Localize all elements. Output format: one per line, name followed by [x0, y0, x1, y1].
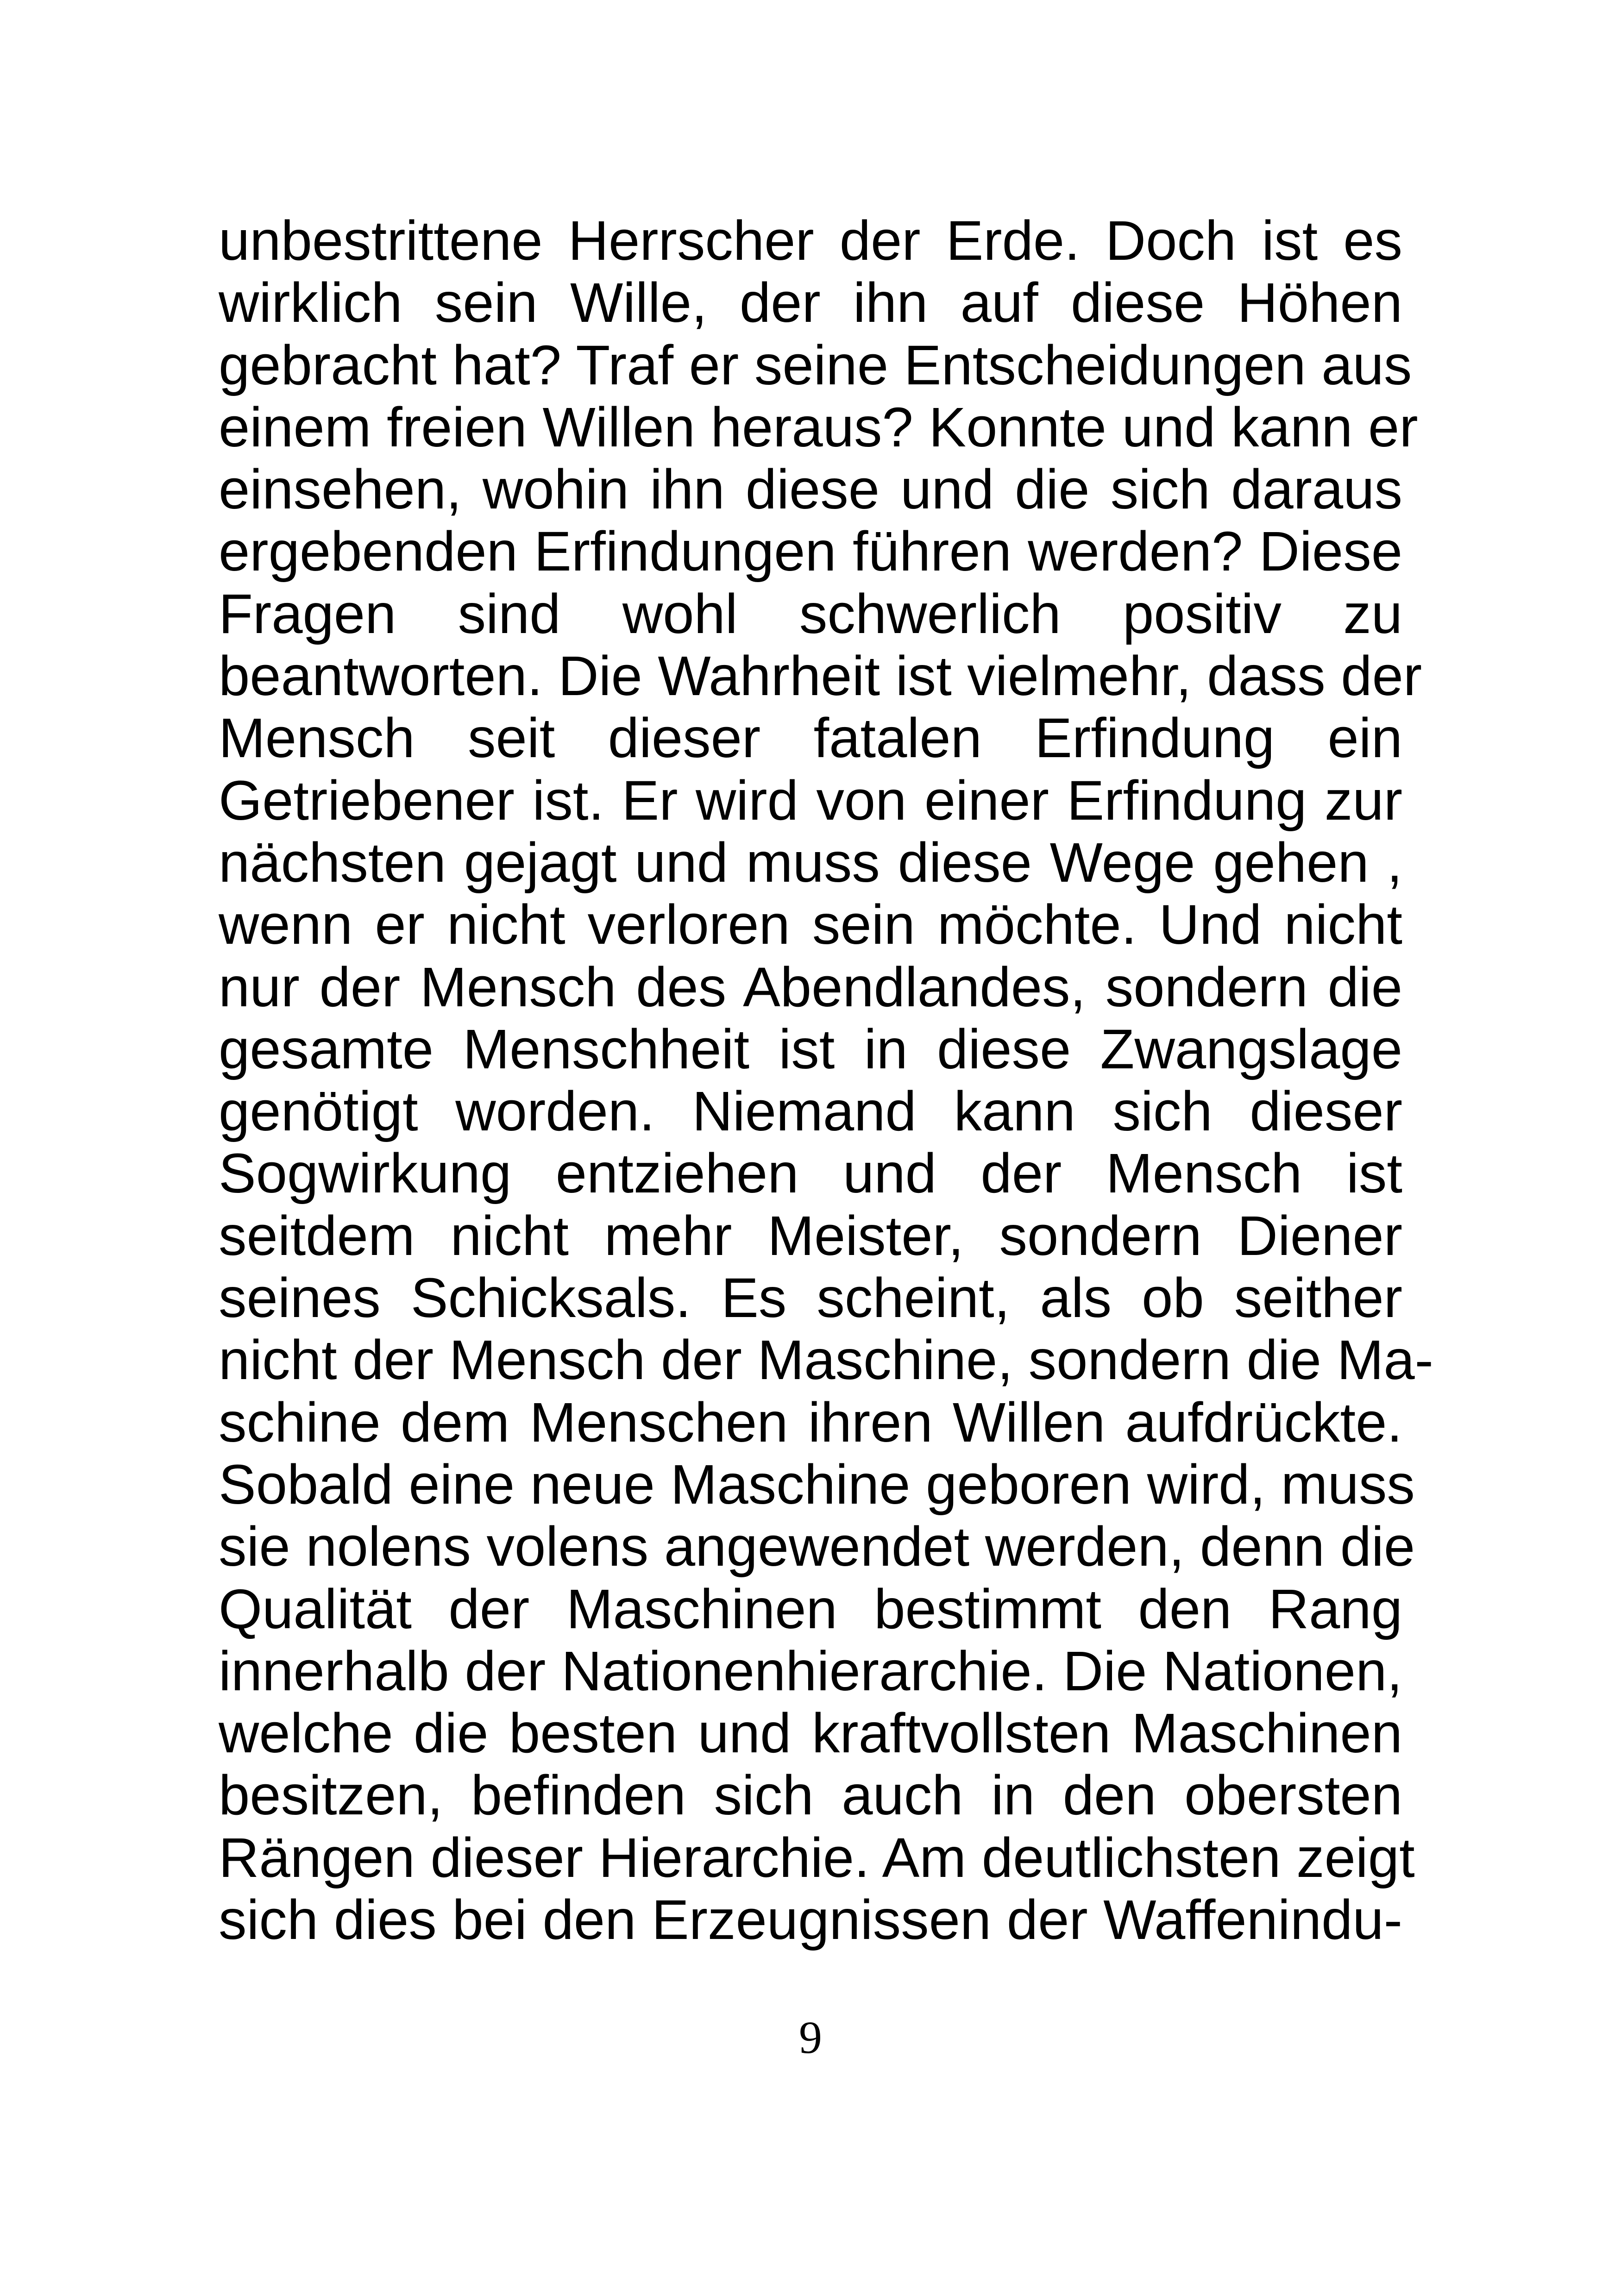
page-number: 9: [799, 2012, 822, 2063]
text-line: wirklich sein Wille, der ihn auf diese Höhen: [219, 271, 1402, 334]
text-line: wenn er nicht verloren sein möchte. Und nicht: [219, 893, 1402, 956]
text-line: besitzen, befinden sich auch in den obersten: [219, 1763, 1402, 1827]
text-line: Rängen dieser Hierarchie. Am deutlichsten zeigt: [219, 1826, 1415, 1889]
text-line: Qualität der Maschinen bestimmt den Rang: [219, 1577, 1402, 1640]
text-line: unbestrittene Herrscher der Erde. Doch ist es: [219, 209, 1402, 272]
text-line: Mensch seit dieser fatalen Erfindung ein: [219, 706, 1402, 770]
text-line: gesamte Menschheit ist in diese Zwangslage: [219, 1017, 1402, 1080]
text-line: Getriebener ist. Er wird von einer Erfindung zur: [219, 768, 1402, 832]
text-line: schine dem Menschen ihren Willen aufdrückte.: [219, 1390, 1402, 1454]
text-line: welche die besten und kraftvollsten Maschinen: [219, 1701, 1402, 1765]
text-line: seitdem nicht mehr Meister, sondern Diener: [219, 1204, 1402, 1267]
text-line: genötigt worden. Niemand kann sich dieser: [219, 1079, 1402, 1143]
text-line: nur der Mensch des Abendlandes, sondern die: [219, 955, 1402, 1018]
body-text: [219, 209, 1433, 1951]
text-line: einem freien Willen heraus? Konnte und kann er: [219, 395, 1418, 458]
text-line: Sobald eine neue Maschine geboren wird, muss: [219, 1452, 1415, 1516]
text-line: nächsten gejagt und muss diese Wege gehen ,: [219, 830, 1402, 894]
text-line: sich dies bei den Erzeugnissen der Waffenindu-: [219, 1888, 1402, 1951]
text-line: sie nolens volens angewendet werden, denn die: [219, 1515, 1415, 1578]
text-line: nicht der Mensch der Maschine, sondern die Ma-: [219, 1328, 1433, 1392]
text-line: seines Schicksals. Es scheint, als ob seither: [219, 1266, 1402, 1330]
text-line: ergebenden Erfindungen führen werden? Diese: [219, 520, 1402, 583]
text-line: einsehen, wohin ihn diese und die sich daraus: [219, 458, 1402, 521]
text-line: innerhalb der Nationenhierarchie. Die Nationen,: [219, 1639, 1403, 1702]
text-line: gebracht hat? Traf er seine Entscheidungen aus: [219, 333, 1412, 396]
text-line: beantworten. Die Wahrheit ist vielmehr, dass der: [219, 644, 1422, 708]
text-line: Sogwirkung entziehen und der Mensch ist: [219, 1142, 1402, 1205]
text-line: Fragen sind wohl schwerlich positiv zu: [219, 582, 1402, 645]
